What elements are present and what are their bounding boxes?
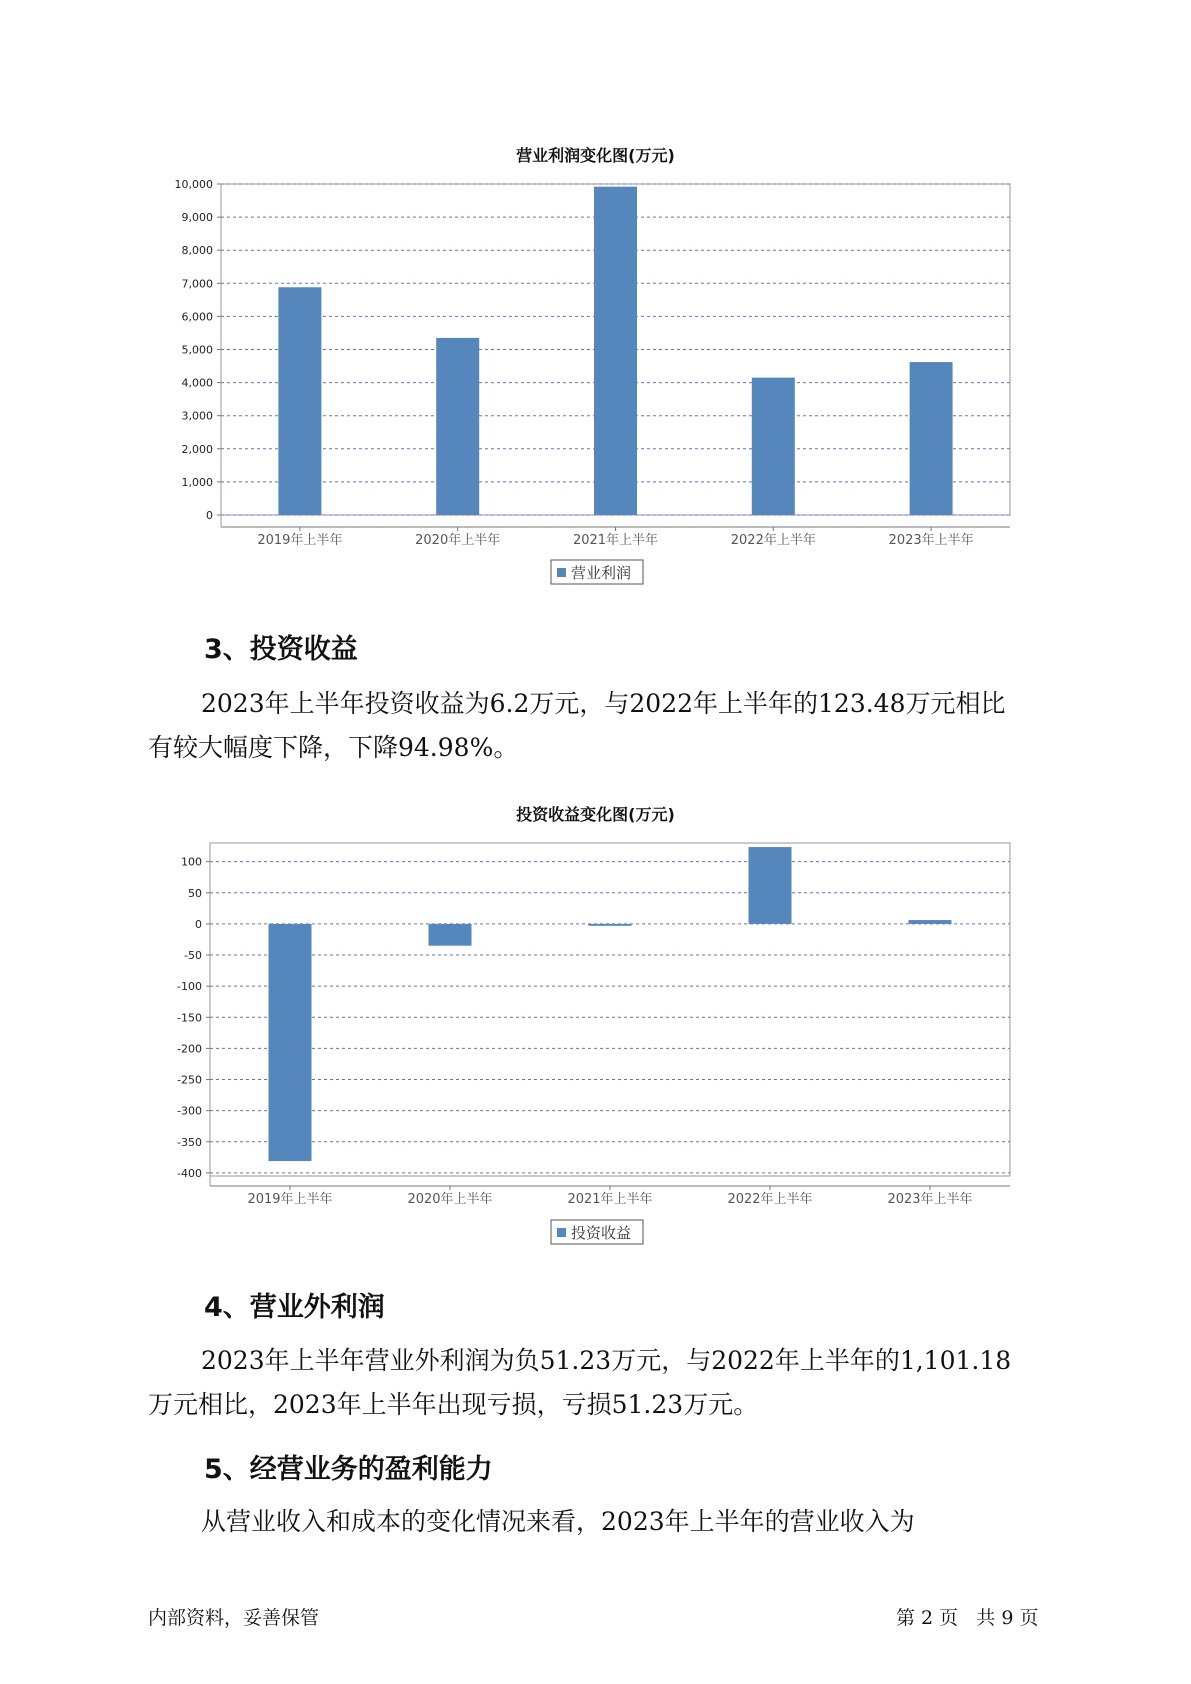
y-tick-label: 2,000 — [181, 442, 213, 456]
y-tick-label: -100 — [177, 980, 202, 994]
y-tick-label: 4,000 — [181, 376, 213, 390]
y-tick-label: 8,000 — [181, 244, 213, 258]
y-tick-label: 9,000 — [181, 211, 213, 225]
bar — [269, 924, 312, 1161]
paragraph-line: 万元相比，2023年上半年出现亏损，亏损51.23万元。 — [148, 1390, 759, 1419]
y-tick-label: 10,000 — [174, 178, 213, 191]
paragraph-line: 有较大幅度下降，下降94.98%。 — [148, 733, 519, 762]
paragraph-line: 从营业收入和成本的变化情况来看，2023年上半年的营业收入为 — [201, 1507, 915, 1536]
chart2-title: 投资收益变化图(万元) — [516, 805, 675, 824]
heading-investment-income: 3、投资收益 — [204, 634, 358, 665]
y-tick-label: -400 — [177, 1166, 202, 1180]
bar — [749, 847, 792, 924]
y-tick-label: -50 — [184, 949, 202, 963]
paragraph-line: 2023年上半年营业外利润为负51.23万元，与2022年上半年的1,101.18 — [201, 1346, 1012, 1375]
y-tick-label: 6,000 — [181, 310, 213, 324]
x-tick-label: 2020年上半年 — [415, 533, 501, 548]
y-tick-label: -350 — [177, 1135, 202, 1149]
x-tick-label: 2019年上半年 — [247, 1192, 333, 1207]
x-tick-label: 2021年上半年 — [572, 533, 659, 548]
paragraph-profitability — [148, 1500, 1068, 1544]
y-tick-label: 3,000 — [181, 409, 213, 423]
x-tick-label: 2023年上半年 — [888, 533, 974, 548]
x-tick-label: 2020年上半年 — [407, 1192, 493, 1207]
legend-label: 营业利润 — [571, 564, 632, 582]
footer-page-number: 第 2 页 共 9 页 — [896, 1607, 1039, 1629]
x-tick-label: 2023年上半年 — [887, 1192, 973, 1207]
y-tick-label: 7,000 — [181, 277, 213, 291]
x-tick-label: 2022年上半年 — [730, 533, 816, 548]
x-tick-label: 2019年上半年 — [257, 533, 343, 548]
chart1-title: 营业利润变化图(万元) — [516, 146, 675, 165]
bar — [589, 924, 632, 926]
heading-profitability: 5、经营业务的盈利能力 — [204, 1454, 493, 1485]
x-tick-label: 2021年上半年 — [567, 1192, 653, 1207]
legend-swatch — [557, 1228, 566, 1237]
x-tick-label: 2022年上半年 — [727, 1192, 813, 1207]
y-tick-label: -300 — [177, 1104, 202, 1118]
y-tick-label: 0 — [195, 917, 202, 931]
y-tick-label: -200 — [177, 1042, 202, 1056]
y-tick-label: 50 — [188, 886, 202, 900]
y-tick-label: 0 — [206, 509, 213, 522]
legend — [551, 1220, 643, 1244]
paragraph-non-operating-profit — [148, 1339, 1068, 1427]
bar — [909, 920, 952, 924]
y-tick-label: -150 — [177, 1011, 202, 1025]
y-tick-label: 1,000 — [181, 475, 213, 489]
heading-non-operating-profit: 4、营业外利润 — [204, 1292, 385, 1323]
y-tick-label: 5,000 — [181, 343, 213, 357]
footer-left: 内部资料，妥善保管 — [148, 1607, 320, 1629]
bar — [429, 924, 472, 946]
y-tick-label: 100 — [181, 855, 202, 869]
legend-label: 投资收益 — [571, 1224, 632, 1242]
paragraph-line: 2023年上半年投资收益为6.2万元，与2022年上半年的123.48万元相比 — [201, 689, 1006, 718]
y-tick-label: -250 — [177, 1073, 202, 1087]
